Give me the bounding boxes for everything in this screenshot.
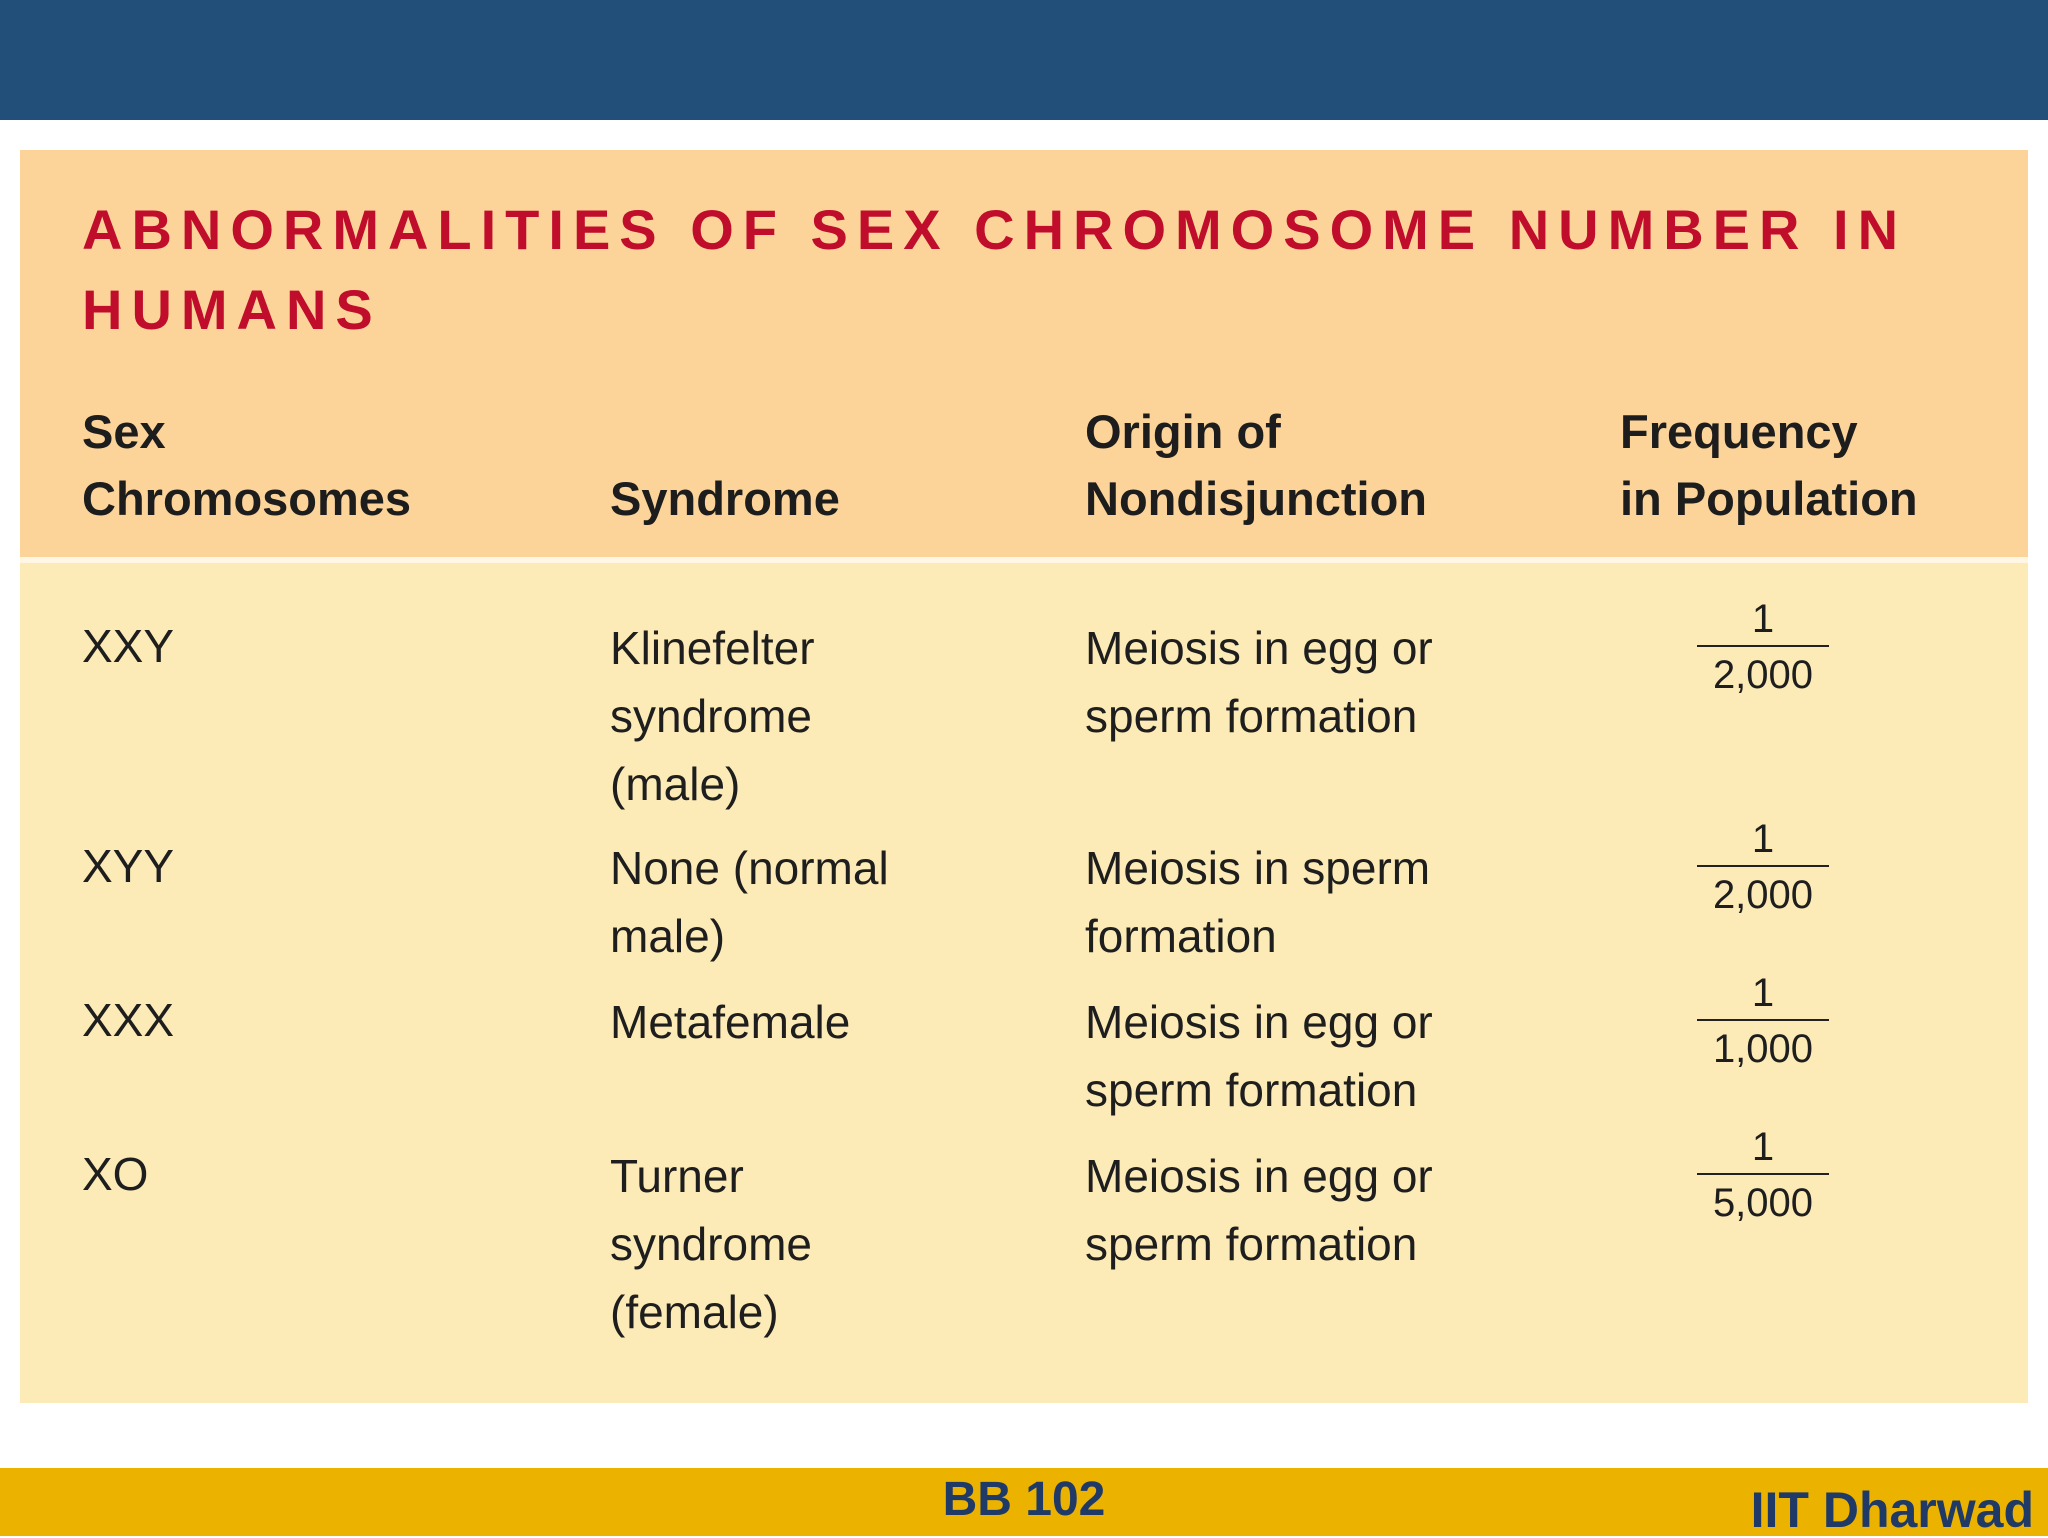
frequency-numerator: 1: [1751, 1125, 1775, 1169]
table-row-2-frequency: [1697, 815, 1829, 919]
table-row-1-origin: Meiosis in egg or sperm formation: [1085, 622, 1433, 742]
table-row-3-frequency: [1697, 969, 1829, 1073]
column-header-sex-chromosomes: Sex Chromosomes: [82, 405, 412, 525]
table-row-4-frequency: [1697, 1123, 1829, 1227]
frequency-denominator: 1,000: [1712, 1027, 1814, 1071]
table-card: [20, 150, 2028, 1403]
column-header-origin: Origin of Nondisjunction: [1085, 405, 1428, 525]
fraction-bar: [1697, 645, 1829, 647]
fraction-bar: [1697, 1173, 1829, 1175]
institute-name: IIT Dharwad: [1750, 1482, 2034, 1538]
table-row-1-chromosomes: XXY: [82, 620, 175, 672]
table-header: [20, 150, 2028, 563]
frequency-denominator: 2,000: [1712, 873, 1814, 917]
table-row-1-syndrome: Klinefelter syndrome (male): [610, 622, 815, 810]
table-row-2-syndrome: None (normal male): [610, 842, 889, 962]
frequency-denominator: 2,000: [1712, 653, 1814, 697]
frequency-numerator: 1: [1751, 971, 1775, 1015]
table-title: ABNORMALITIES OF SEX CHROMOSOME NUMBER IN HUMANS: [82, 198, 1908, 341]
table-row-3-syndrome: Metafemale: [610, 996, 851, 1048]
table-row-4-chromosomes: XO: [82, 1148, 149, 1200]
course-code: BB 102: [942, 1473, 1106, 1526]
table-row-3-chromosomes: XXX: [82, 994, 175, 1046]
column-header-frequency: Frequency in Population: [1620, 405, 1918, 525]
fraction-bar: [1697, 865, 1829, 867]
frequency-numerator: 1: [1751, 597, 1775, 641]
table-row-2-chromosomes: XYY: [82, 840, 175, 892]
table-row-4-origin: Meiosis in egg or sperm formation: [1085, 1150, 1433, 1270]
frequency-denominator: 5,000: [1712, 1181, 1814, 1225]
table-row-3-origin: Meiosis in egg or sperm formation: [1085, 996, 1433, 1116]
table-row-2-origin: Meiosis in sperm formation: [1085, 842, 1431, 962]
frequency-numerator: 1: [1751, 817, 1775, 861]
header-bar: [0, 0, 2048, 120]
fraction-bar: [1697, 1019, 1829, 1021]
table-row-1-frequency: [1697, 595, 1829, 699]
column-header-syndrome: Syndrome: [610, 472, 840, 525]
footer-bar: [0, 1468, 2048, 1536]
table-row-4-syndrome: Turner syndrome (female): [610, 1150, 812, 1338]
